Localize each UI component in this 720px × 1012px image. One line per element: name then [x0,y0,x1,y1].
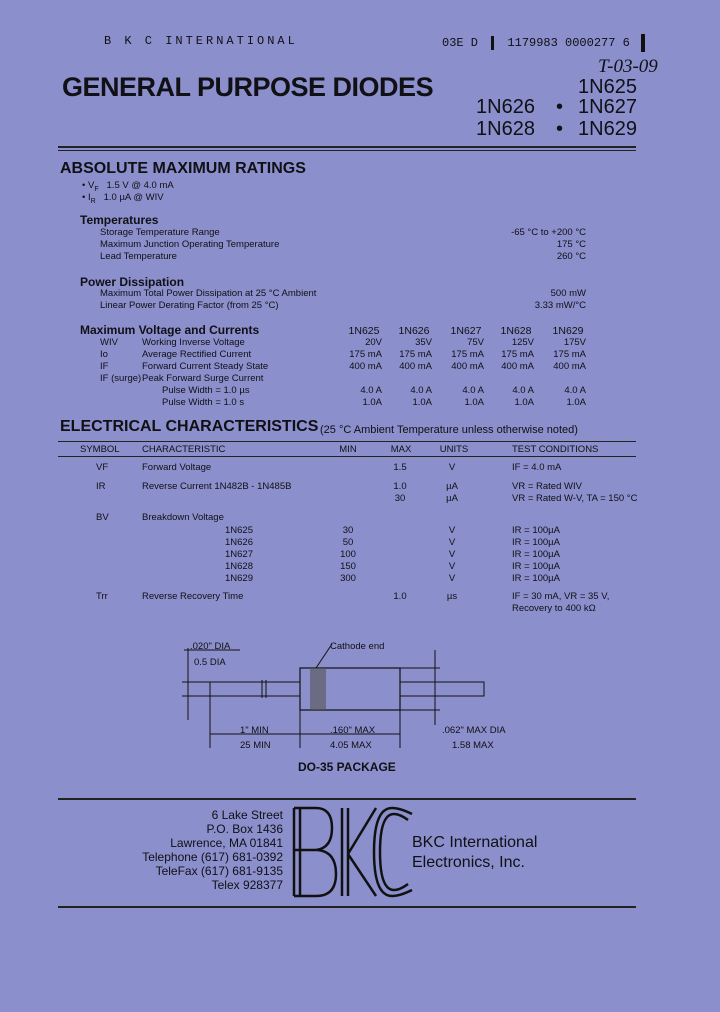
elec-units: V [448,573,456,584]
mv-value: 4.0 A [564,385,586,396]
elec-column-header: UNITS [439,444,469,455]
elec-characteristic: Reverse Recovery Time [142,591,244,602]
mv-value: 4.0 A [410,385,432,396]
logo-letter-b [294,808,336,896]
power-value: 3.33 mW/°C [534,300,586,311]
page-title: GENERAL PURPOSE DIODES [62,72,434,102]
mv-column-header: 1N628 [500,325,532,337]
cathode-band [310,668,326,710]
elec-units: µA [446,481,458,492]
elec-column-header: MIN [339,444,357,455]
cathode-label: Cathode end [330,641,385,652]
elec-units: V [448,462,456,473]
elec-test-condition: IF = 4.0 mA [512,462,562,473]
mv-label: Pulse Width = 1.0 s [162,397,245,408]
part-1n626: 1N626 [476,96,535,118]
elec-characteristic: 1N625 [225,525,253,536]
mv-heading: Maximum Voltage and Currents [80,323,260,337]
power-value: 500 mW [550,288,586,299]
elec-min: 100 [340,549,356,560]
elec-units: V [448,537,456,548]
ir-rating: • $I_R$ 1.0 µA @ WIV [82,192,164,205]
mv-label: Working Inverse Voltage [142,337,245,348]
temperatures-heading: Temperatures [80,213,159,227]
elec-units: µA [446,493,458,504]
mv-value: 175 mA [399,349,432,360]
mv-column-header: 1N626 [398,325,430,337]
elec-characteristic: Breakdown Voltage [142,512,224,523]
elec-units: V [448,549,456,560]
elec-test-condition: IR = 100µA [512,549,560,560]
mv-symbol: IF [100,361,109,372]
mv-value: 175 mA [553,349,586,360]
barcode-mark [491,36,494,50]
elec-symbol: IR [96,481,106,492]
temp-label: Storage Temperature Range [100,227,220,238]
elec-max: 1.0 [393,591,407,602]
body-length-mm: 4.05 MAX [330,740,372,751]
address-line: Telephone (617) 681-0392 [142,850,283,864]
mv-value: 35V [415,337,432,348]
elec-test-condition: IR = 100µA [512,537,560,548]
package-caption: DO-35 PACKAGE [298,760,396,774]
elec-note: (25 °C Ambient Temperature unless otherwise noted) [320,424,578,436]
part-1n629: 1N629 [578,118,637,140]
elec-units: µs [446,591,458,602]
temp-label: Maximum Junction Operating Temperature [100,239,280,250]
temp-value: -65 °C to +200 °C [511,227,586,238]
address-line: P.O. Box 1436 [206,822,283,836]
elec-characteristic: 1N627 [225,549,253,560]
elec-max: 30 [394,493,406,504]
address-line: Telex 928377 [211,878,283,892]
temp-label: Lead Temperature [100,251,177,262]
elec-symbol: Trr [96,591,108,602]
part-1n625: 1N625 [578,76,637,98]
elec-min: 50 [342,537,354,548]
logo-letter-k [342,808,376,896]
footer-rule-bottom [58,906,636,908]
elec-min: 150 [340,561,356,572]
mv-value: 1.0A [464,397,484,408]
mv-label: Forward Current Steady State [142,361,269,372]
elec-header-rule [58,456,636,457]
mv-value: 1.0A [566,397,586,408]
elec-min: 30 [342,525,354,536]
mv-value: 175 mA [501,349,534,360]
body-dia-in: .062" MAX DIA [442,725,506,736]
elec-characteristic: 1N629 [225,573,253,584]
mv-value: 400 mA [553,361,586,372]
title-divider [58,146,636,148]
footer-rule-top [58,798,636,800]
part-dot-1: • [556,96,564,118]
elec-symbol: BV [96,512,109,523]
elec-column-header: TEST CONDITIONS [512,444,599,455]
mv-value: 175V [563,337,586,348]
elec-top-rule [58,441,636,442]
part-1n628: 1N628 [476,118,535,140]
address-line: TeleFax (617) 681-9135 [155,864,283,878]
lead-dia-mm: 0.5 DIA [194,657,226,668]
mv-value: 1.0A [412,397,432,408]
lead-left [210,682,300,696]
mv-value: 400 mA [399,361,432,372]
elec-characteristic: Forward Voltage [142,462,212,473]
elec-characteristic: 1N628 [225,561,253,572]
elec-test-condition: IR = 100µA [512,573,560,584]
header-code [442,34,645,52]
mv-value: 1.0A [514,397,534,408]
elec-characteristic: 1N626 [225,537,253,548]
header-barcode: 1179983 0000277 6 [507,36,630,51]
mv-value: 20V [365,337,382,348]
abs-max-heading: ABSOLUTE MAXIMUM RATINGS [60,160,306,177]
mv-column-header: 1N627 [450,325,482,337]
handwritten-date-code: T-03-09 [598,56,658,77]
elec-units: V [448,561,456,572]
elec-column-header: CHARACTERISTIC [142,444,226,455]
elec-min: 300 [340,573,356,584]
elec-units: V [448,525,456,536]
mv-label: Pulse Width = 1.0 µs [162,385,250,396]
temp-value: 175 °C [556,239,586,250]
elec-symbol: VF [96,462,109,473]
mv-value: 4.0 A [512,385,534,396]
mv-label: Peak Forward Surge Current [142,373,264,384]
part-dot-2: • [556,118,564,140]
body-dia-mm: 1.58 MAX [452,740,494,751]
body-length-in: .160" MAX [330,725,376,736]
power-label: Maximum Total Power Dissipation at 25 °C Ambient [100,288,317,299]
elec-heading: ELECTRICAL CHARACTERISTICS [60,418,319,435]
power-heading: Power Dissipation [80,275,185,289]
address-line: 6 Lake Street [211,808,283,822]
mv-column-header: 1N625 [348,325,380,337]
logo-letter-c [374,808,412,896]
company-name-1: BKC International [412,834,538,851]
mv-symbol: IF (surge) [100,373,142,384]
mv-value: 175 mA [349,349,382,360]
mv-column-header: 1N629 [552,325,584,337]
mv-value: 400 mA [501,361,534,372]
bkc-logo [288,804,416,900]
header-code-text: 03E D [442,36,479,51]
lead-right [400,682,484,696]
mv-label: Average Rectified Current [142,349,252,360]
power-label: Linear Power Derating Factor (from 25 °C) [100,300,279,311]
temp-value: 260 °C [556,251,586,262]
elec-column-header: MAX [390,444,412,455]
elec-column-header: SYMBOL [80,444,120,455]
mv-symbol: Io [100,349,108,360]
mv-value: 175 mA [451,349,484,360]
mv-symbol: WIV [100,337,118,348]
elec-max: 1.5 [393,462,407,473]
part-1n627: 1N627 [578,96,637,118]
barcode-end-mark [641,34,645,52]
mv-value: 75V [467,337,484,348]
lead-length-in: 1" MIN [240,725,269,736]
mv-value: 1.0A [362,397,382,408]
mv-value: 400 mA [451,361,484,372]
elec-test-condition: Recovery to 400 kΩ [512,603,596,614]
mv-value: 4.0 A [462,385,484,396]
elec-test-condition: VR = Rated WIV [512,481,582,492]
elec-max: 1.0 [393,481,407,492]
elec-test-condition: IR = 100µA [512,525,560,536]
elec-test-condition: VR = Rated W-V, TA = 150 °C [512,493,638,504]
lead-length-mm: 25 MIN [240,740,271,751]
company-name-2: Electronics, Inc. [412,854,525,871]
elec-test-condition: IR = 100µA [512,561,560,572]
title-divider-thin [58,150,636,151]
lead-dia-in: .020" DIA [190,641,231,652]
mv-value: 4.0 A [360,385,382,396]
elec-characteristic: Reverse Current 1N482B - 1N485B [142,481,292,492]
header-company: B K C INTERNATIONAL [104,34,298,48]
elec-test-condition: IF = 30 mA, VR = 35 V, [512,591,610,602]
mv-value: 125V [511,337,534,348]
vf-rating: • $V_F$ 1.5 V @ 4.0 mA [82,180,174,193]
address-line: Lawrence, MA 01841 [170,836,283,850]
mv-value: 400 mA [349,361,382,372]
